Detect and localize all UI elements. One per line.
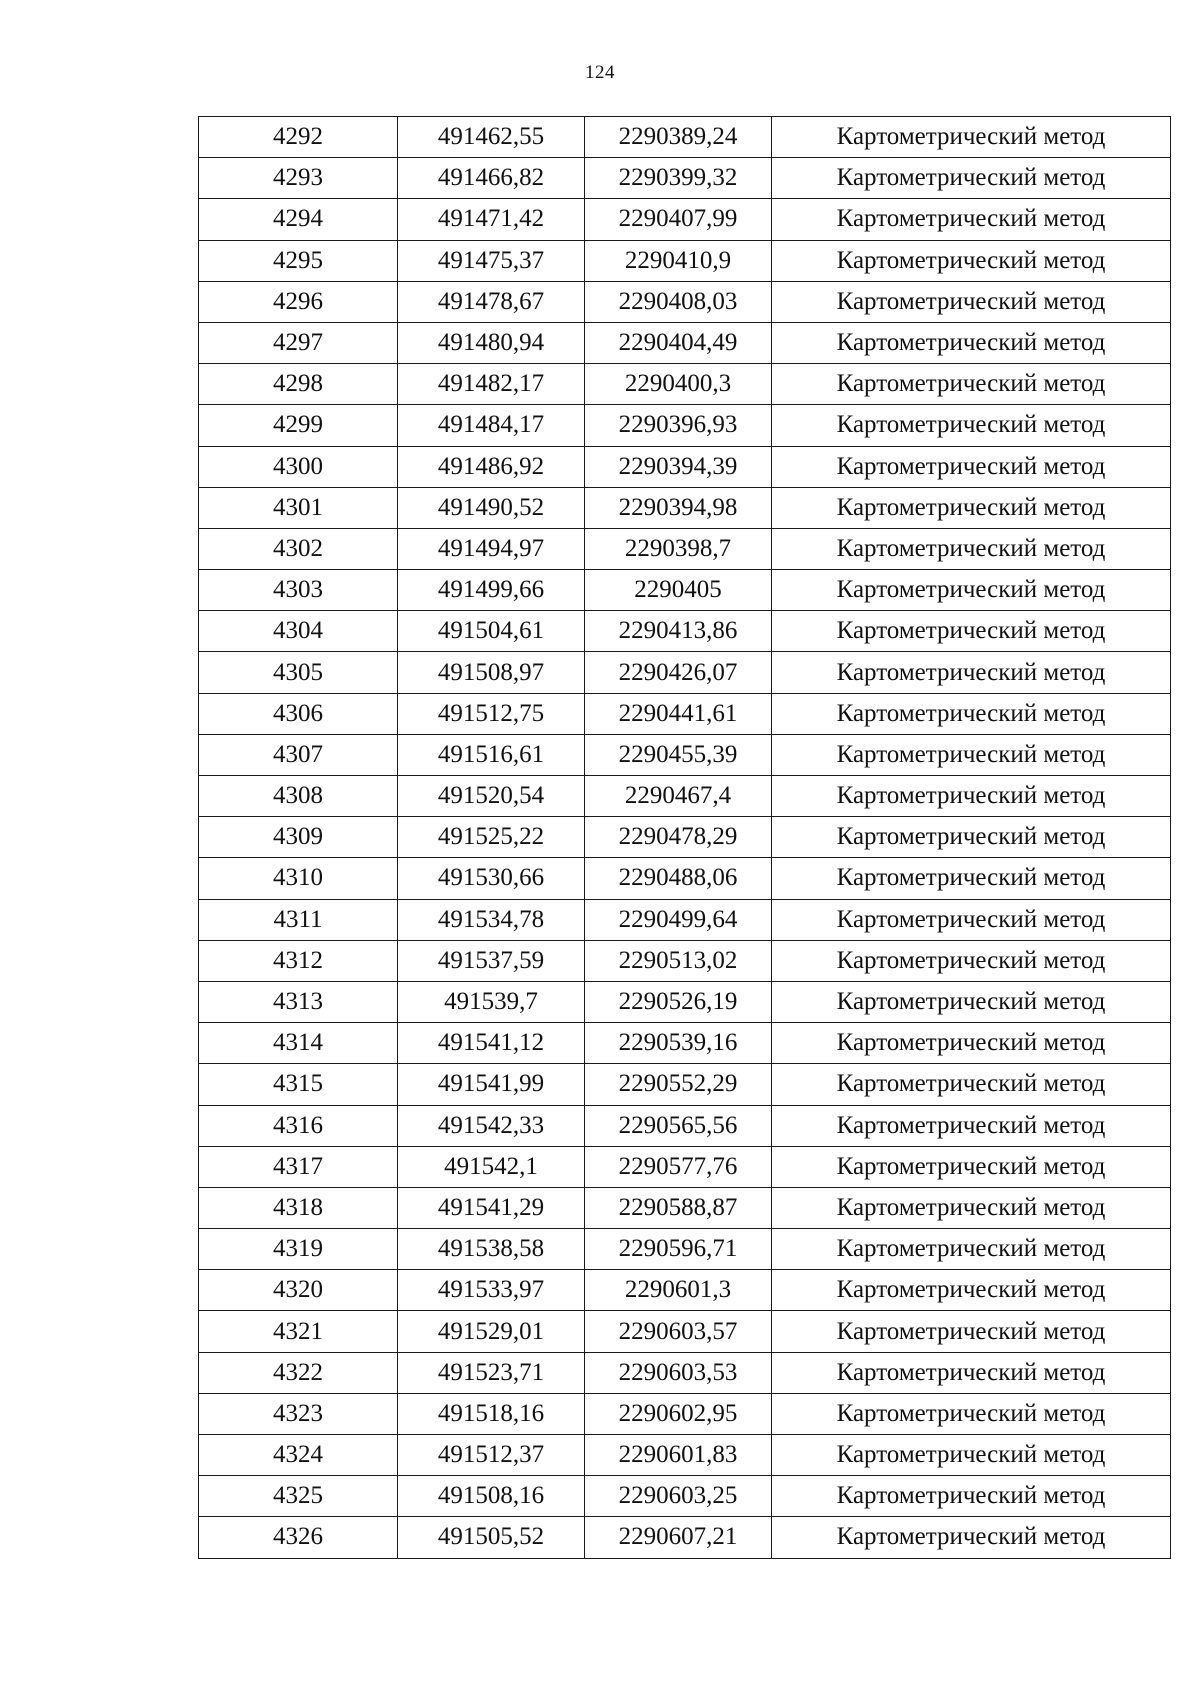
table-row	[199, 405, 1171, 446]
x-coordinate-cell: 491520,54	[398, 776, 585, 817]
method-cell: Картометрический метод	[772, 1393, 1171, 1434]
y-coordinate-cell: 2290565,56	[585, 1105, 772, 1146]
table-row	[199, 858, 1171, 899]
point-number-cell: 4315	[199, 1064, 398, 1105]
point-number-cell: 4293	[199, 158, 398, 199]
y-coordinate-cell: 2290601,83	[585, 1435, 772, 1476]
y-coordinate-cell: 2290588,87	[585, 1187, 772, 1228]
point-number-cell: 4303	[199, 570, 398, 611]
x-coordinate-cell: 491478,67	[398, 281, 585, 322]
point-number-cell: 4301	[199, 487, 398, 528]
method-cell: Картометрический метод	[772, 487, 1171, 528]
point-number-cell: 4302	[199, 528, 398, 569]
table-row	[199, 817, 1171, 858]
y-coordinate-cell: 2290467,4	[585, 776, 772, 817]
x-coordinate-cell: 491508,97	[398, 652, 585, 693]
x-coordinate-cell: 491541,99	[398, 1064, 585, 1105]
table-row	[199, 1229, 1171, 1270]
table-row	[199, 899, 1171, 940]
point-number-cell: 4298	[199, 364, 398, 405]
method-cell: Картометрический метод	[772, 981, 1171, 1022]
y-coordinate-cell: 2290526,19	[585, 981, 772, 1022]
table-row	[199, 1435, 1171, 1476]
x-coordinate-cell: 491462,55	[398, 117, 585, 158]
x-coordinate-cell: 491494,97	[398, 528, 585, 569]
y-coordinate-cell: 2290398,7	[585, 528, 772, 569]
y-coordinate-cell: 2290577,76	[585, 1146, 772, 1187]
x-coordinate-cell: 491466,82	[398, 158, 585, 199]
x-coordinate-cell: 491533,97	[398, 1270, 585, 1311]
x-coordinate-cell: 491516,61	[398, 734, 585, 775]
y-coordinate-cell: 2290601,3	[585, 1270, 772, 1311]
method-cell: Картометрический метод	[772, 158, 1171, 199]
method-cell: Картометрический метод	[772, 1270, 1171, 1311]
x-coordinate-cell: 491475,37	[398, 240, 585, 281]
x-coordinate-cell: 491539,7	[398, 981, 585, 1022]
x-coordinate-cell: 491484,17	[398, 405, 585, 446]
table-row	[199, 364, 1171, 405]
point-number-cell: 4313	[199, 981, 398, 1022]
table-row	[199, 1064, 1171, 1105]
x-coordinate-cell: 491512,75	[398, 693, 585, 734]
x-coordinate-cell: 491534,78	[398, 899, 585, 940]
y-coordinate-cell: 2290602,95	[585, 1393, 772, 1434]
coordinates-table	[198, 116, 1171, 1559]
y-coordinate-cell: 2290404,49	[585, 322, 772, 363]
y-coordinate-cell: 2290389,24	[585, 117, 772, 158]
y-coordinate-cell: 2290410,9	[585, 240, 772, 281]
table-row	[199, 281, 1171, 322]
table-row	[199, 1476, 1171, 1517]
method-cell: Картометрический метод	[772, 1311, 1171, 1352]
y-coordinate-cell: 2290478,29	[585, 817, 772, 858]
x-coordinate-cell: 491480,94	[398, 322, 585, 363]
table-row	[199, 693, 1171, 734]
table-row	[199, 117, 1171, 158]
method-cell: Картометрический метод	[772, 1476, 1171, 1517]
method-cell: Картометрический метод	[772, 1023, 1171, 1064]
method-cell: Картометрический метод	[772, 1229, 1171, 1270]
point-number-cell: 4312	[199, 940, 398, 981]
method-cell: Картометрический метод	[772, 199, 1171, 240]
point-number-cell: 4296	[199, 281, 398, 322]
point-number-cell: 4300	[199, 446, 398, 487]
point-number-cell: 4307	[199, 734, 398, 775]
table-row	[199, 776, 1171, 817]
method-cell: Картометрический метод	[772, 1517, 1171, 1558]
method-cell: Картометрический метод	[772, 322, 1171, 363]
point-number-cell: 4323	[199, 1393, 398, 1434]
x-coordinate-cell: 491523,71	[398, 1352, 585, 1393]
y-coordinate-cell: 2290513,02	[585, 940, 772, 981]
point-number-cell: 4294	[199, 199, 398, 240]
method-cell: Картометрический метод	[772, 528, 1171, 569]
y-coordinate-cell: 2290552,29	[585, 1064, 772, 1105]
point-number-cell: 4309	[199, 817, 398, 858]
table-row	[199, 652, 1171, 693]
x-coordinate-cell: 491499,66	[398, 570, 585, 611]
point-number-cell: 4319	[199, 1229, 398, 1270]
method-cell: Картометрический метод	[772, 899, 1171, 940]
method-cell: Картометрический метод	[772, 1146, 1171, 1187]
point-number-cell: 4325	[199, 1476, 398, 1517]
x-coordinate-cell: 491538,58	[398, 1229, 585, 1270]
table-row	[199, 158, 1171, 199]
table-row	[199, 981, 1171, 1022]
y-coordinate-cell: 2290607,21	[585, 1517, 772, 1558]
y-coordinate-cell: 2290413,86	[585, 611, 772, 652]
point-number-cell: 4318	[199, 1187, 398, 1228]
x-coordinate-cell: 491518,16	[398, 1393, 585, 1434]
y-coordinate-cell: 2290405	[585, 570, 772, 611]
y-coordinate-cell: 2290488,06	[585, 858, 772, 899]
table-row	[199, 1023, 1171, 1064]
point-number-cell: 4321	[199, 1311, 398, 1352]
y-coordinate-cell: 2290603,25	[585, 1476, 772, 1517]
y-coordinate-cell: 2290400,3	[585, 364, 772, 405]
coordinates-table-body	[199, 117, 1171, 1559]
point-number-cell: 4306	[199, 693, 398, 734]
method-cell: Картометрический метод	[772, 1064, 1171, 1105]
point-number-cell: 4308	[199, 776, 398, 817]
x-coordinate-cell: 491541,29	[398, 1187, 585, 1228]
point-number-cell: 4299	[199, 405, 398, 446]
point-number-cell: 4304	[199, 611, 398, 652]
table-row	[199, 734, 1171, 775]
x-coordinate-cell: 491471,42	[398, 199, 585, 240]
x-coordinate-cell: 491530,66	[398, 858, 585, 899]
table-row	[199, 199, 1171, 240]
x-coordinate-cell: 491537,59	[398, 940, 585, 981]
x-coordinate-cell: 491541,12	[398, 1023, 585, 1064]
point-number-cell: 4297	[199, 322, 398, 363]
method-cell: Картометрический метод	[772, 858, 1171, 899]
table-row	[199, 446, 1171, 487]
method-cell: Картометрический метод	[772, 693, 1171, 734]
y-coordinate-cell: 2290408,03	[585, 281, 772, 322]
method-cell: Картометрический метод	[772, 611, 1171, 652]
point-number-cell: 4292	[199, 117, 398, 158]
table-row	[199, 1187, 1171, 1228]
x-coordinate-cell: 491490,52	[398, 487, 585, 528]
y-coordinate-cell: 2290455,39	[585, 734, 772, 775]
x-coordinate-cell: 491505,52	[398, 1517, 585, 1558]
x-coordinate-cell: 491512,37	[398, 1435, 585, 1476]
method-cell: Картометрический метод	[772, 1105, 1171, 1146]
y-coordinate-cell: 2290603,57	[585, 1311, 772, 1352]
y-coordinate-cell: 2290396,93	[585, 405, 772, 446]
table-row	[199, 1352, 1171, 1393]
x-coordinate-cell: 491525,22	[398, 817, 585, 858]
point-number-cell: 4317	[199, 1146, 398, 1187]
method-cell: Картометрический метод	[772, 776, 1171, 817]
point-number-cell: 4310	[199, 858, 398, 899]
point-number-cell: 4326	[199, 1517, 398, 1558]
method-cell: Картометрический метод	[772, 117, 1171, 158]
point-number-cell: 4322	[199, 1352, 398, 1393]
table-row	[199, 1311, 1171, 1352]
method-cell: Картометрический метод	[772, 817, 1171, 858]
table-row	[199, 1517, 1171, 1558]
y-coordinate-cell: 2290596,71	[585, 1229, 772, 1270]
table-row	[199, 240, 1171, 281]
y-coordinate-cell: 2290399,32	[585, 158, 772, 199]
table-row	[199, 487, 1171, 528]
method-cell: Картометрический метод	[772, 364, 1171, 405]
y-coordinate-cell: 2290426,07	[585, 652, 772, 693]
table-row	[199, 1146, 1171, 1187]
point-number-cell: 4305	[199, 652, 398, 693]
point-number-cell: 4324	[199, 1435, 398, 1476]
table-row	[199, 1270, 1171, 1311]
method-cell: Картометрический метод	[772, 446, 1171, 487]
x-coordinate-cell: 491482,17	[398, 364, 585, 405]
point-number-cell: 4320	[199, 1270, 398, 1311]
method-cell: Картометрический метод	[772, 405, 1171, 446]
x-coordinate-cell: 491486,92	[398, 446, 585, 487]
method-cell: Картометрический метод	[772, 652, 1171, 693]
table-row	[199, 528, 1171, 569]
x-coordinate-cell: 491529,01	[398, 1311, 585, 1352]
method-cell: Картометрический метод	[772, 940, 1171, 981]
x-coordinate-cell: 491542,33	[398, 1105, 585, 1146]
y-coordinate-cell: 2290394,39	[585, 446, 772, 487]
table-row	[199, 1393, 1171, 1434]
y-coordinate-cell: 2290499,64	[585, 899, 772, 940]
method-cell: Картометрический метод	[772, 281, 1171, 322]
method-cell: Картометрический метод	[772, 240, 1171, 281]
y-coordinate-cell: 2290407,99	[585, 199, 772, 240]
x-coordinate-cell: 491542,1	[398, 1146, 585, 1187]
table-row	[199, 322, 1171, 363]
method-cell: Картометрический метод	[772, 1435, 1171, 1476]
table-row	[199, 570, 1171, 611]
table-row	[199, 940, 1171, 981]
table-row	[199, 1105, 1171, 1146]
point-number-cell: 4311	[199, 899, 398, 940]
x-coordinate-cell: 491508,16	[398, 1476, 585, 1517]
table-row	[199, 611, 1171, 652]
y-coordinate-cell: 2290539,16	[585, 1023, 772, 1064]
page-number: 124	[585, 62, 615, 83]
method-cell: Картометрический метод	[772, 734, 1171, 775]
method-cell: Картометрический метод	[772, 1352, 1171, 1393]
y-coordinate-cell: 2290603,53	[585, 1352, 772, 1393]
y-coordinate-cell: 2290441,61	[585, 693, 772, 734]
method-cell: Картометрический метод	[772, 1187, 1171, 1228]
method-cell: Картометрический метод	[772, 570, 1171, 611]
y-coordinate-cell: 2290394,98	[585, 487, 772, 528]
point-number-cell: 4316	[199, 1105, 398, 1146]
x-coordinate-cell: 491504,61	[398, 611, 585, 652]
point-number-cell: 4295	[199, 240, 398, 281]
point-number-cell: 4314	[199, 1023, 398, 1064]
